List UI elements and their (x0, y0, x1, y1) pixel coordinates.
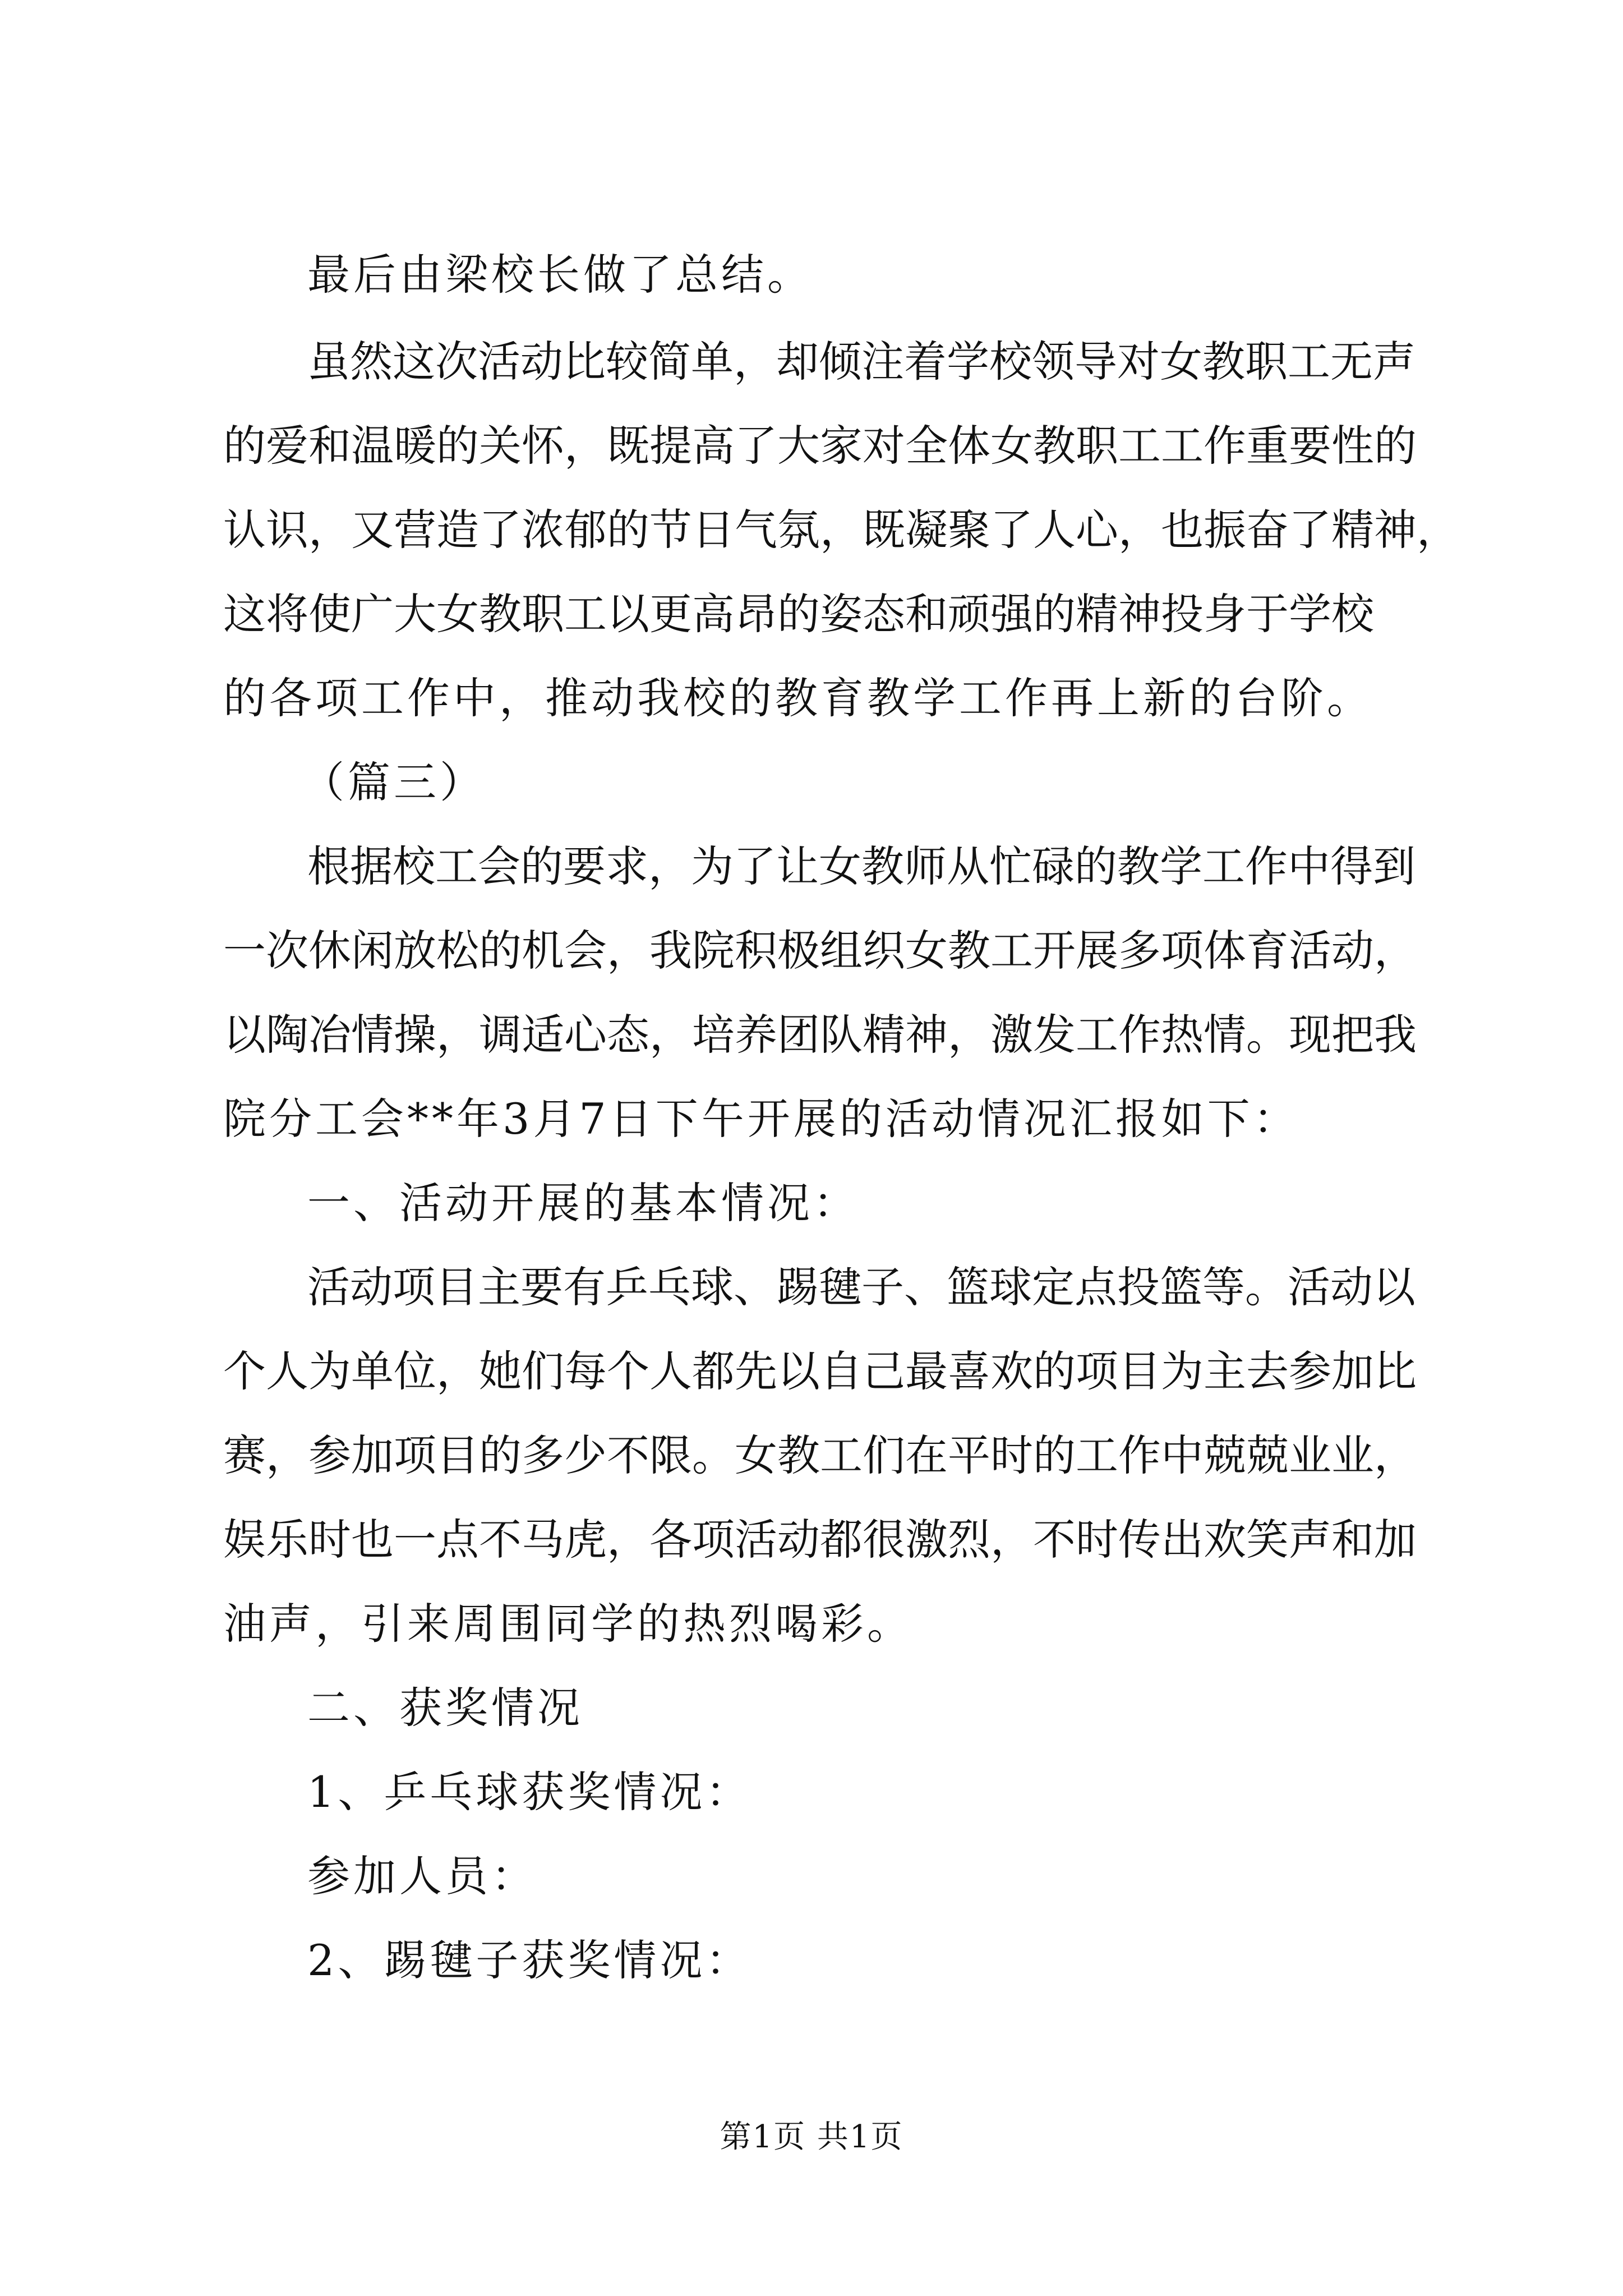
paragraph-line: 赛，参加项目的多少不限。女教工们在平时的工作中兢兢业业， (223, 1430, 1417, 1480)
section-heading: （篇三） (302, 757, 486, 807)
paragraph-line: 娱乐时也一点不马虎，各项活动都很激烈，不时传出欢笑声和加 (223, 1515, 1417, 1565)
paragraph-line: 根据校工会的要求，为了让女教师从忙碌的教学工作中得到 (307, 841, 1415, 891)
subsection-heading: 1、乒乓球获奖情况： (307, 1767, 752, 1817)
paragraph-line: 以陶冶情操，调适心态，培养团队精神，激发工作热情。现把我 (223, 1010, 1417, 1060)
paragraph-line: 认识，又营造了浓郁的节日气氛，既凝聚了人心，也振奋了精神， (223, 505, 1459, 555)
section-heading: 二、获奖情况 (307, 1683, 583, 1733)
paragraph-line: 这将使广大女教职工以更高昂的姿态和顽强的精神投身于学校 (223, 589, 1374, 639)
paragraph-line: 参加人员： (307, 1851, 537, 1901)
paragraph-line: 的各项工作中，推动我校的教育教学工作再上新的台阶。 (223, 673, 1373, 723)
paragraph-line: 一次休闲放松的机会，我院积极组织女教工开展多项体育活动， (223, 926, 1417, 976)
paragraph-line: 活动项目主要有乒乓球、踢毽子、篮球定点投篮等。活动以 (307, 1262, 1415, 1312)
paragraph-line: 个人为单位，她们每个人都先以自己最喜欢的项目为主去参加比 (223, 1346, 1417, 1396)
paragraph-line: 的爱和温暖的关怀，既提高了大家对全体女教职工工作重要性的 (223, 421, 1417, 471)
subsection-heading: 2、踢毽子获奖情况： (307, 1935, 752, 1985)
page-footer: 第1页 共1页 (720, 2119, 903, 2155)
paragraph-line: 院分工会**年3月7日下午开展的活动情况汇报如下： (223, 1094, 1299, 1144)
paragraph-line: 虽然这次活动比较简单，却倾注着学校领导对女教职工无声 (307, 337, 1415, 386)
section-heading: 一、活动开展的基本情况： (307, 1178, 859, 1228)
paragraph-line: 油声，引来周围同学的热烈喝彩。 (223, 1599, 913, 1649)
paragraph-line: 最后由梁校长做了总结。 (307, 250, 813, 300)
